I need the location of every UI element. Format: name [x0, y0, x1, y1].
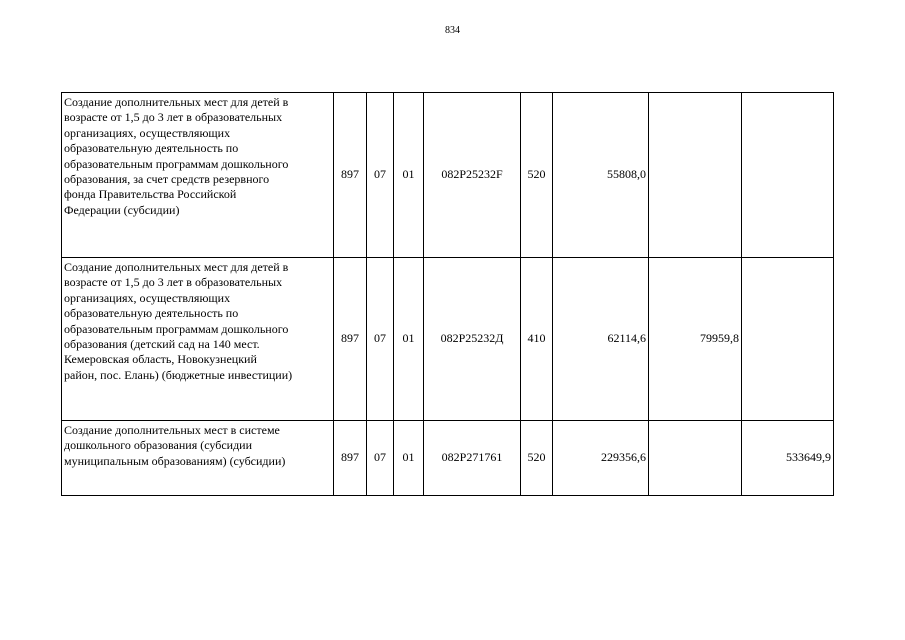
- description-line: фонда Правительства Российской: [64, 187, 237, 202]
- target-item-code: 082P25232F: [424, 93, 521, 258]
- row-description: [62, 421, 334, 496]
- expense-type-code: 520: [521, 93, 553, 258]
- ministry-code: 897: [334, 421, 367, 496]
- section-code: 07: [367, 258, 394, 421]
- expense-type-code: 410: [521, 258, 553, 421]
- description-line: Кемеровская область, Новокузнецкий: [64, 352, 257, 367]
- description-line: район, пос. Елань) (бюджетные инвестиции): [64, 367, 293, 382]
- amount-3: [742, 93, 834, 258]
- section-code: 07: [367, 421, 394, 496]
- description-line: организациях, осуществляющих: [64, 290, 231, 305]
- expense-type-code: 520: [521, 421, 553, 496]
- description-line: организациях, осуществляющих: [64, 125, 231, 140]
- amount-2: [649, 93, 742, 258]
- subsection-code: 01: [394, 421, 424, 496]
- description-line: образовательную деятельность по: [64, 141, 239, 156]
- target-item-code: 082P25232Д: [424, 258, 521, 421]
- amount-1: 229356,6: [553, 421, 649, 496]
- amount-3: 533649,9: [742, 421, 834, 496]
- amount-2: 79959,8: [649, 258, 742, 421]
- table-row: [62, 93, 834, 258]
- budget-table: [61, 92, 834, 496]
- amount-1: 62114,6: [553, 258, 649, 421]
- description-line: образования (детский сад на 140 мест.: [64, 337, 260, 352]
- description-line: Создание дополнительных мест в системе: [64, 423, 280, 437]
- description-line: муниципальным образованиям) (субсидии): [64, 453, 286, 468]
- description-line: образования, за счет средств резервного: [64, 172, 270, 187]
- row-description: [62, 93, 334, 258]
- description-line: возрасте от 1,5 до 3 лет в образовательных: [64, 110, 283, 125]
- description-line: Создание дополнительных мест для детей в: [64, 260, 289, 274]
- target-item-code: 082P271761: [424, 421, 521, 496]
- description-line: образовательным программам дошкольного: [64, 156, 289, 171]
- table-row: [62, 258, 834, 421]
- subsection-code: 01: [394, 258, 424, 421]
- ministry-code: 897: [334, 93, 367, 258]
- row-description: [62, 258, 334, 421]
- amount-3: [742, 258, 834, 421]
- ministry-code: 897: [334, 258, 367, 421]
- section-code: 07: [367, 93, 394, 258]
- description-line: Создание дополнительных мест для детей в: [64, 95, 289, 109]
- description-line: образовательную деятельность по: [64, 306, 239, 321]
- amount-2: [649, 421, 742, 496]
- subsection-code: 01: [394, 93, 424, 258]
- page-number: 834: [445, 25, 460, 36]
- description-line: дошкольного образования (субсидии: [64, 438, 253, 453]
- table-row: [62, 421, 834, 496]
- amount-1: 55808,0: [553, 93, 649, 258]
- description-line: образовательным программам дошкольного: [64, 321, 289, 336]
- description-line: Федерации (субсидии): [64, 202, 180, 217]
- description-line: возрасте от 1,5 до 3 лет в образовательных: [64, 275, 283, 290]
